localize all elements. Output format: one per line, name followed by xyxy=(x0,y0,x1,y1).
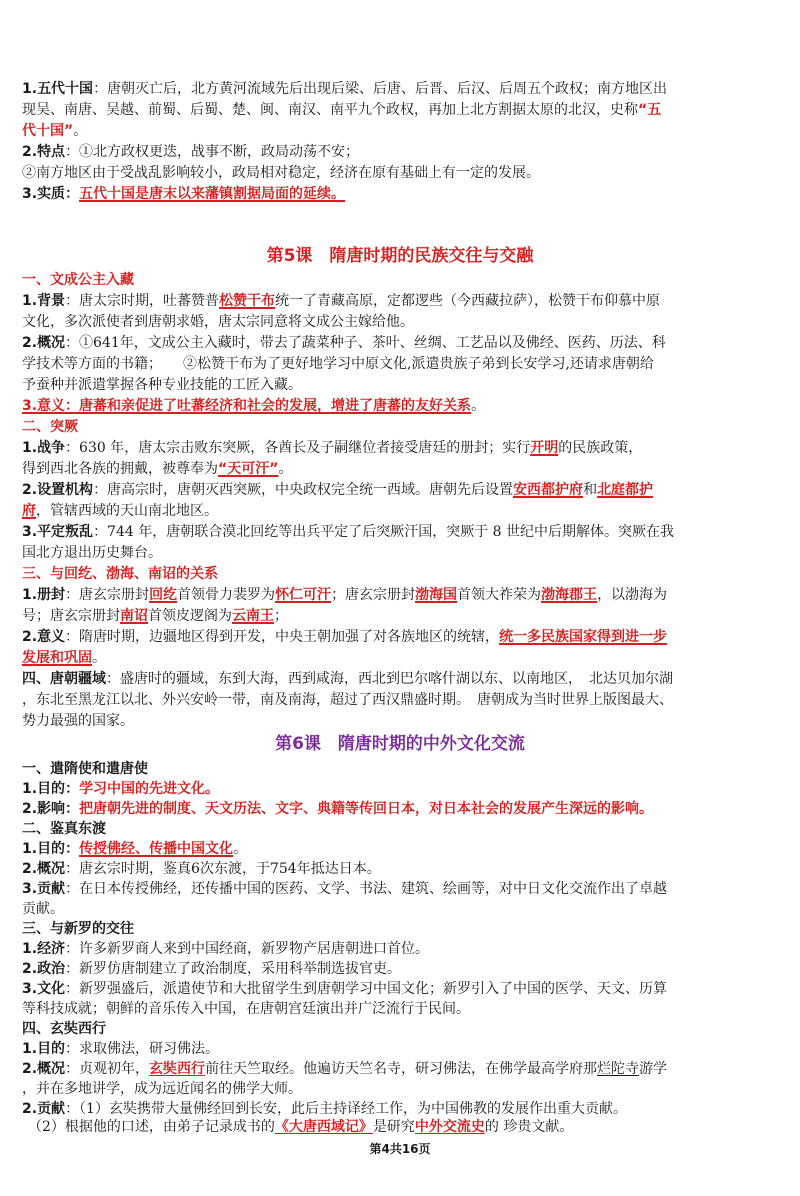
lesson5-overview-line1: 2.概况：①641年，文成公主入藏时，带去了蔬菜种子、茶叶、丝绸、工艺品以及佛经、医药、历法、科 xyxy=(22,335,666,351)
lesson6-jianzhen-purpose: 1.目的：传授佛经、传播中国文化。 xyxy=(22,841,248,857)
lesson6-envoy-influence: 2.影响：把唐朝先进的制度、天文历法、文字、典籍等传回日本，对日本社会的发展产生深远的影响。 xyxy=(22,801,654,817)
lesson5-section3-heading: 三、与回纥、渤海、南诏的关系 xyxy=(22,566,218,582)
lesson6-title: 第6课 隋唐时期的中外文化交流 xyxy=(275,734,525,754)
lesson6-jianzhen-contribution-line1: 3.贡献：在日本传授佛经，还传播中国的医药、文学、书法、建筑、绘画等，对中日文化交流作出了卓越 xyxy=(22,881,668,897)
wudai-label: 五代十国 xyxy=(37,81,94,97)
lesson5-rebellion-line1: 3.平定叛乱：744 年，唐朝联合漠北回纥等出兵平定了后突厥汗国，突厥于 8 世纪中后期解体。突厥在我 xyxy=(22,524,675,540)
lesson5-investiture-line1: 1.册封：唐玄宗册封回纥首领骨力裴罗为怀仁可汗；唐玄宗册封渤海国首领大祚荣为渤海郡王，以渤海为 xyxy=(22,587,668,603)
lesson6-section4-heading: 四、玄奘西行 xyxy=(22,1021,106,1037)
lesson6-section1-heading: 一、遣隋使和遣唐使 xyxy=(22,761,148,777)
wudai-definition-line2: 现吴、南唐、吴越、前蜀、后蜀、楚、闽、南汉、南平九个政权，再加上北方割据太原的北汉，史称“五 xyxy=(22,102,662,118)
lesson5-meaning-line2: 发展和巩固。 xyxy=(22,650,106,666)
wudai-definition-line1: 1.五代十国：唐朝灭亡后，北方黄河流域先后出现后梁、后唐、后晋、后汉、后周五个政权；南方地区出 xyxy=(22,81,668,97)
lesson5-territory-line2: ，东北至黑龙江以北、外兴安岭一带，南及南海，超过了西汉鼎盛时期。 唐朝成为当时世界上版图最大、 xyxy=(22,692,673,708)
lesson6-xuanzang-contribution-2: （2）根据他的口述，由弟子记录成书的《大唐西域记》是研究中外交流史的 珍贵文献。 xyxy=(28,1119,574,1135)
lesson5-war-line1: 1.战争：630 年，唐太宗击败东突厥，各酋长及子嗣继位者接受唐廷的册封；实行开明的民族政策， xyxy=(22,440,643,456)
lesson6-xuanzang-overview-line2: ，并在多地讲学，成为远近闻名的佛学大师。 xyxy=(22,1081,302,1097)
lesson5-section1-heading: 一、文成公主入藏 xyxy=(22,272,134,288)
lesson6-xuanzang-contribution-1: 2.贡献：（1）玄奘携带大量佛经回到长安，此后主持译经工作，为中国佛教的发展作出重大贡献。 xyxy=(22,1101,627,1117)
lesson5-rebellion-line2: 国北方退出历史舞台。 xyxy=(22,545,162,561)
lesson5-overview-line2: 学技术等方面的书籍； ②松赞干布为了更好地学习中原文化,派遣贵族子弟到长安学习,还请求唐朝给 xyxy=(22,356,654,372)
lesson6-silla-culture-line1: 3.文化：新罗强盛后，派遣使节和大批留学生到唐朝学习中国文化；新罗引入了中国的医学、天文、历算 xyxy=(22,981,668,997)
lesson6-jianzhen-overview: 2.概况：唐玄宗时期，鉴真6次东渡，于754年抵达日本。 xyxy=(22,861,381,877)
wudai-definition-line3: 代十国”。 xyxy=(22,123,88,139)
lesson6-jianzhen-contribution-line2: 贡献。 xyxy=(22,901,64,917)
lesson5-institutions-line1: 2.设置机构：唐高宗时，唐朝灭西突厥，中央政权完全统一西域。唐朝先后设置安西都护府和北庭都护 xyxy=(22,482,654,498)
lesson5-territory-line1: 四、唐朝疆域：盛唐时的疆域，东到大海，西到咸海，西北到巴尔喀什湖以东、以南地区， 北达贝加尔湖 xyxy=(22,671,673,687)
lesson5-background-line2: 文化，多次派使者到唐朝求婚，唐太宗同意将文成公主嫁给他。 xyxy=(22,314,414,330)
lesson6-silla-politics: 2.政治：新罗仿唐制建立了政治制度，采用科举制选拔官吏。 xyxy=(22,961,402,977)
lesson6-xuanzang-purpose: 1.目的：求取佛法，研习佛法。 xyxy=(22,1041,220,1057)
lesson5-war-line2: 得到西北各族的拥戴，被尊奉为“天可汗”。 xyxy=(22,461,293,477)
lesson6-xuanzang-overview-line1: 2.概况：贞观初年，玄奘西行前往天竺取经。他遍访天竺名寺，研习佛法，在佛学最高学府那烂陀寺游学 xyxy=(22,1061,668,1077)
lesson5-significance: 3.意义：唐蕃和亲促进了吐蕃经济和社会的发展，增进了唐蕃的友好关系。 xyxy=(22,398,486,414)
lesson6-silla-culture-line2: 等科技成就；朝鲜的音乐传入中国，在唐朝宫廷演出并广泛流行于民间。 xyxy=(22,1001,470,1017)
lesson5-overview-line3: 予蚕种并派遣掌握各种专业技能的工匠入藏。 xyxy=(22,377,302,393)
lesson5-background-line1: 1.背景：唐太宗时期，吐蕃赞普松赞干布统一了青藏高原，定都逻些（今西藏拉萨），松赞干布仰慕中原 xyxy=(22,293,661,309)
lesson5-territory-line3: 势力最强的国家。 xyxy=(22,713,134,729)
lesson6-silla-economy: 1.经济：许多新罗商人来到中国经商，新罗物产居唐朝进口首位。 xyxy=(22,941,430,957)
wudai-features-line1: 2.特点：①北方政权更迭，战事不断，政局动荡不安； xyxy=(22,144,360,160)
lesson5-investiture-line2: 号；唐玄宗册封南诏首领皮逻阁为云南王； xyxy=(22,608,288,624)
page-footer: 第4共16页 xyxy=(369,1142,431,1156)
lesson5-title: 第5课 隋唐时期的民族交往与交融 xyxy=(266,246,534,266)
wudai-features-line2: ②南方地区由于受战乱影响较小，政局相对稳定，经济在原有基础上有一定的发展。 xyxy=(22,165,540,181)
lesson6-section2-heading: 二、鉴真东渡 xyxy=(22,821,106,837)
lesson6-section3-heading: 三、与新罗的交往 xyxy=(22,921,134,937)
lesson5-meaning-line1: 2.意义：隋唐时期，边疆地区得到开发，中央王朝加强了对各族地区的统辖，统一多民族国家得到进一步 xyxy=(22,629,668,645)
wudai-essence: 3.实质：五代十国是唐末以来藩镇割据局面的延续。 xyxy=(22,186,346,202)
lesson5-section2-heading: 二、突厥 xyxy=(22,419,78,435)
lesson6-envoy-purpose: 1.目的：学习中国的先进文化。 xyxy=(22,781,220,797)
lesson5-institutions-line2: 府，管辖西域的天山南北地区。 xyxy=(22,503,218,519)
